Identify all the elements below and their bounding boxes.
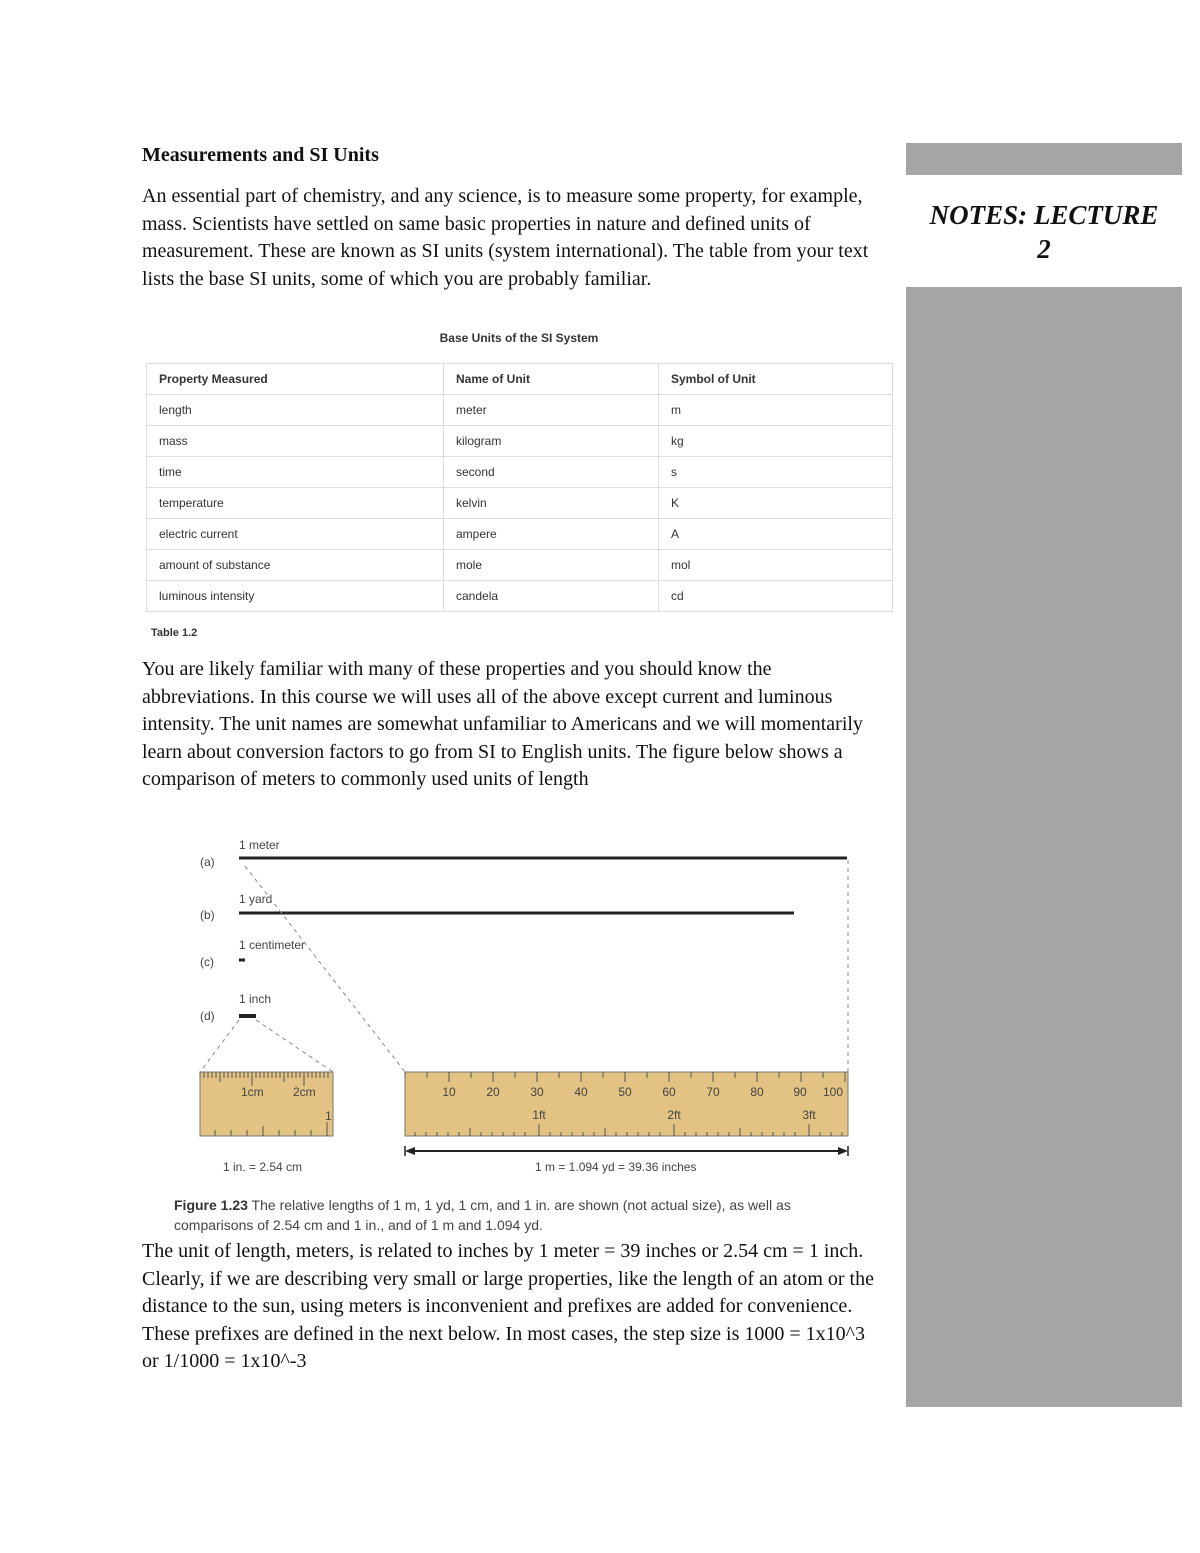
section-heading: Measurements and SI Units — [142, 144, 379, 166]
cell-unit-symbol: mol — [659, 550, 893, 581]
row-letter-c: (c) — [200, 955, 214, 969]
big-ruler-90: 90 — [793, 1085, 807, 1099]
big-ruler-10: 10 — [442, 1085, 456, 1099]
table-row — [147, 457, 893, 488]
sidebar-notes-area — [906, 287, 1182, 1407]
sidebar-top-bar — [906, 143, 1182, 175]
big-ruler-3ft: 3ft — [802, 1108, 816, 1122]
cell-unit-name: second — [444, 457, 659, 488]
meter-equation: 1 m = 1.094 yd = 39.36 inches — [535, 1160, 697, 1174]
conversion-paragraph: The unit of length, meters, is related to inches by 1 meter = 39 inches or 2.54 cm = 1 inch. Clearly, if we are describing very small or large properties, like the length of an atom or the distance to the sun, using meters is inconvenient and prefixes are added for convenience. These prefixes are defined in the next below. In most cases, the step size is 1000 = 1x10^3 or 1/1000 = 1x10^-3 — [142, 1240, 874, 1372]
table-row — [147, 519, 893, 550]
cell-unit-name: mole — [444, 550, 659, 581]
cell-unit-symbol: K — [659, 488, 893, 519]
cell-unit-name: meter — [444, 395, 659, 426]
figure-caption — [174, 1195, 874, 1235]
table-row — [147, 395, 893, 426]
big-ruler-60: 60 — [662, 1085, 676, 1099]
cell-unit-name: kilogram — [444, 426, 659, 457]
small-ruler-1in: 1 — [325, 1109, 332, 1123]
figure-caption-text: The relative lengths of 1 m, 1 yd, 1 cm, and 1 in. are shown (not actual size), as well as comparisons of 2.54 cm and 1 in., and of 1 m and 1.094 yd. — [174, 1197, 791, 1233]
cell-unit-symbol: m — [659, 395, 893, 426]
small-ruler-2cm: 2cm — [293, 1085, 316, 1099]
notes-line-2: 2 — [1037, 234, 1051, 264]
cell-property: electric current — [147, 519, 444, 550]
header-unit-symbol: Symbol of Unit — [659, 364, 893, 395]
cell-unit-symbol: cd — [659, 581, 893, 612]
small-ruler-1cm: 1cm — [241, 1085, 264, 1099]
table-row — [147, 488, 893, 519]
inch-cm-equation: 1 in. = 2.54 cm — [223, 1160, 303, 1174]
meter-dimension-arrow — [405, 1146, 848, 1156]
cell-unit-symbol: kg — [659, 426, 893, 457]
big-ruler-70: 70 — [706, 1085, 720, 1099]
table-row — [147, 426, 893, 457]
label-1-centimeter: 1 centimeter — [239, 938, 306, 952]
intro-paragraph: An essential part of chemistry, and any science, is to measure some property, for example, mass. Scientists have settled on same basic properties in nature and defined units of measurement. These are known as SI units (system international). The table from your text lists the base SI units, some of which you are probably familiar. — [142, 185, 869, 290]
cell-unit-name: kelvin — [444, 488, 659, 519]
label-1-inch: 1 inch — [239, 992, 272, 1006]
cell-property: luminous intensity — [147, 581, 444, 612]
cell-unit-name: candela — [444, 581, 659, 612]
row-letter-d: (d) — [200, 1009, 215, 1023]
meter-foot-ruler — [405, 1072, 848, 1136]
cell-property: temperature — [147, 488, 444, 519]
header-property: Property Measured — [147, 364, 444, 395]
big-ruler-1ft: 1ft — [532, 1108, 546, 1122]
table-label: Table 1.2 — [151, 627, 198, 639]
inch-cm-ruler — [200, 1072, 333, 1136]
big-ruler-100: 100 — [822, 1085, 844, 1099]
sidebar-notes-title — [906, 198, 1182, 266]
figure-caption-label: Figure 1.23 — [174, 1197, 248, 1213]
table-row — [147, 581, 893, 612]
label-1-meter: 1 meter — [239, 838, 280, 852]
big-ruler-20: 20 — [486, 1085, 500, 1099]
notes-line-1: NOTES: LECTURE — [929, 200, 1159, 230]
big-ruler-80: 80 — [750, 1085, 764, 1099]
row-letter-a: (a) — [200, 855, 215, 869]
cell-unit-symbol: s — [659, 457, 893, 488]
table-header-row — [147, 364, 893, 395]
label-1-yard: 1 yard — [239, 892, 273, 906]
table-row — [147, 550, 893, 581]
dashed-connectors — [200, 860, 848, 1072]
cell-property: time — [147, 457, 444, 488]
cell-unit-name: ampere — [444, 519, 659, 550]
row-letter-b: (b) — [200, 908, 215, 922]
si-units-table — [146, 363, 893, 612]
cell-property: mass — [147, 426, 444, 457]
big-ruler-50: 50 — [618, 1085, 632, 1099]
cell-property: amount of substance — [147, 550, 444, 581]
units-paragraph: You are likely familiar with many of these properties and you should know the abbreviations. In this course we will uses all of the above except current and luminous intensity. The unit names are somewhat unfamiliar to Americans and we will momentarily learn about conversion factors to go from SI to English units. The figure below shows a comparison of meters to commonly used units of length — [142, 658, 863, 790]
table-title: Base Units of the SI System — [439, 331, 599, 345]
cell-unit-symbol: A — [659, 519, 893, 550]
header-unit-name: Name of Unit — [444, 364, 659, 395]
big-ruler-30: 30 — [530, 1085, 544, 1099]
big-ruler-2ft: 2ft — [667, 1108, 681, 1122]
big-ruler-40: 40 — [574, 1085, 588, 1099]
cell-property: length — [147, 395, 444, 426]
length-comparison-figure — [190, 830, 860, 1180]
